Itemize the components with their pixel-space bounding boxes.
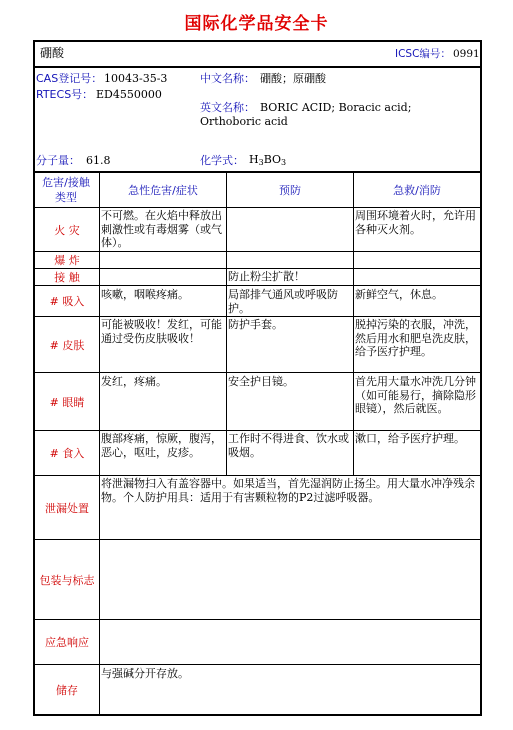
col-prevention: 预防 bbox=[279, 183, 301, 197]
col-first-aid: 急救/消防 bbox=[393, 183, 441, 197]
v-rule bbox=[226, 171, 227, 475]
inhalation-aid: 新鲜空气，休息。 bbox=[355, 288, 443, 301]
h-rule bbox=[33, 372, 482, 373]
col-hazard-type: 危害/接触类型 bbox=[42, 176, 90, 204]
cas-value: 10043-35-3 bbox=[104, 72, 168, 85]
cn-name-label: 中文名称： bbox=[200, 72, 255, 85]
contact-prevention: 防止粉尘扩散！ bbox=[228, 270, 305, 283]
h-rule bbox=[33, 268, 482, 269]
h-rule bbox=[33, 475, 482, 476]
mw-label: 分子量： bbox=[36, 154, 80, 167]
inhalation-acute: 咳嗽，咽喉疼痛。 bbox=[101, 288, 189, 301]
h-rule bbox=[33, 207, 482, 208]
h-rule bbox=[33, 251, 482, 252]
fire-acute: 不可燃。在火焰中释放出刺激性或有毒烟雾（或气体）。 bbox=[101, 209, 222, 249]
v-rule bbox=[99, 171, 100, 716]
skin-aid: 脱掉污染的衣服，冲洗，然后用水和肥皂洗皮肤，给予医疗护理。 bbox=[355, 318, 476, 358]
row-label-inhalation: # 吸入 bbox=[49, 295, 85, 308]
chemical-name: 硼酸 bbox=[40, 46, 65, 60]
explosion-aid bbox=[355, 253, 479, 267]
icsc-label: ICSC编号： bbox=[395, 48, 451, 60]
h-rule bbox=[33, 430, 482, 431]
ingestion-acute: 腹部疼痛，惊厥，腹泻，恶心，呕吐，皮疹。 bbox=[101, 432, 222, 459]
en-name-label: 英文名称： bbox=[200, 101, 255, 114]
icsc-value: 0991 bbox=[453, 48, 480, 60]
spill-text: 将泄漏物扫入有盖容器中。如果适当，首先湿润防止扬尘。用大量水冲净残余物。个人防护用具：适用于有害颗粒物的P2过滤呼吸器。 bbox=[101, 477, 475, 504]
inhalation-prevention: 局部排气通风或呼吸防护。 bbox=[228, 288, 338, 315]
card-title: 国际化学品安全卡 bbox=[184, 14, 329, 34]
formula-b: BO bbox=[263, 153, 281, 166]
row-label-skin: # 皮肤 bbox=[49, 338, 85, 352]
en-name-value-1: BORIC ACID; Boracic acid; bbox=[260, 101, 412, 114]
h-rule bbox=[33, 619, 482, 620]
row-label-eyes: # 眼睛 bbox=[49, 395, 85, 409]
ingestion-aid: 漱口，给予医疗护理。 bbox=[355, 432, 465, 445]
skin-acute: 可能被吸收！发红，可能通过受伤皮肤吸收！ bbox=[101, 318, 222, 345]
formula-label: 化学式： bbox=[200, 154, 244, 167]
h-rule bbox=[33, 664, 482, 665]
col-acute: 急性危害/症状 bbox=[128, 183, 198, 197]
eyes-acute: 发红，疼痛。 bbox=[101, 375, 167, 388]
row-label-emergency: 应急响应 bbox=[45, 636, 89, 649]
explosion-prevention bbox=[228, 253, 351, 267]
contact-aid bbox=[355, 270, 479, 284]
contact-acute bbox=[101, 270, 224, 284]
row-label-storage: 储存 bbox=[56, 683, 78, 697]
h-rule bbox=[33, 285, 482, 286]
cn-name-value: 硼酸；原硼酸 bbox=[260, 72, 326, 85]
row-label-explosion: 爆 炸 bbox=[54, 254, 80, 267]
row-label-packaging: 包装与标志 bbox=[39, 573, 95, 587]
en-name-value-2: Orthoboric acid bbox=[200, 115, 288, 128]
eyes-aid: 首先用大量水冲洗几分钟（如可能易行，摘除隐形眼镜），然后就医。 bbox=[355, 375, 476, 415]
h-rule bbox=[33, 539, 482, 540]
fire-aid: 周围环境着火时，允许用各种灭火剂。 bbox=[355, 209, 476, 236]
row-label-fire: 火 灾 bbox=[54, 223, 80, 237]
emergency-text bbox=[101, 621, 478, 663]
row-label-spill: 泄漏处置 bbox=[45, 501, 89, 515]
h-rule bbox=[33, 66, 482, 68]
formula-b-sub: 3 bbox=[281, 158, 287, 167]
formula-h-sub: 3 bbox=[258, 158, 264, 167]
row-label-contact: 接 触 bbox=[54, 271, 80, 284]
eyes-prevention: 安全护目镜。 bbox=[228, 375, 294, 388]
storage-text: 与强碱分开存放。 bbox=[101, 667, 189, 680]
skin-prevention: 防护手套。 bbox=[228, 318, 283, 331]
rtecs-label: RTECS号： bbox=[36, 88, 94, 101]
formula-value bbox=[249, 153, 286, 169]
packaging-text bbox=[101, 541, 478, 618]
mw-value: 61.8 bbox=[86, 154, 111, 167]
row-label-ingestion: # 食入 bbox=[49, 447, 85, 460]
cas-label: CAS登记号： bbox=[36, 72, 103, 85]
formula-h: H bbox=[249, 153, 259, 166]
ingestion-prevention: 工作时不得进食、饮水或吸烟。 bbox=[228, 432, 349, 459]
h-rule bbox=[33, 316, 482, 317]
explosion-acute bbox=[101, 253, 224, 267]
rtecs-value: ED4550000 bbox=[96, 88, 162, 101]
v-rule bbox=[353, 171, 354, 475]
fire-prevention bbox=[228, 209, 351, 250]
